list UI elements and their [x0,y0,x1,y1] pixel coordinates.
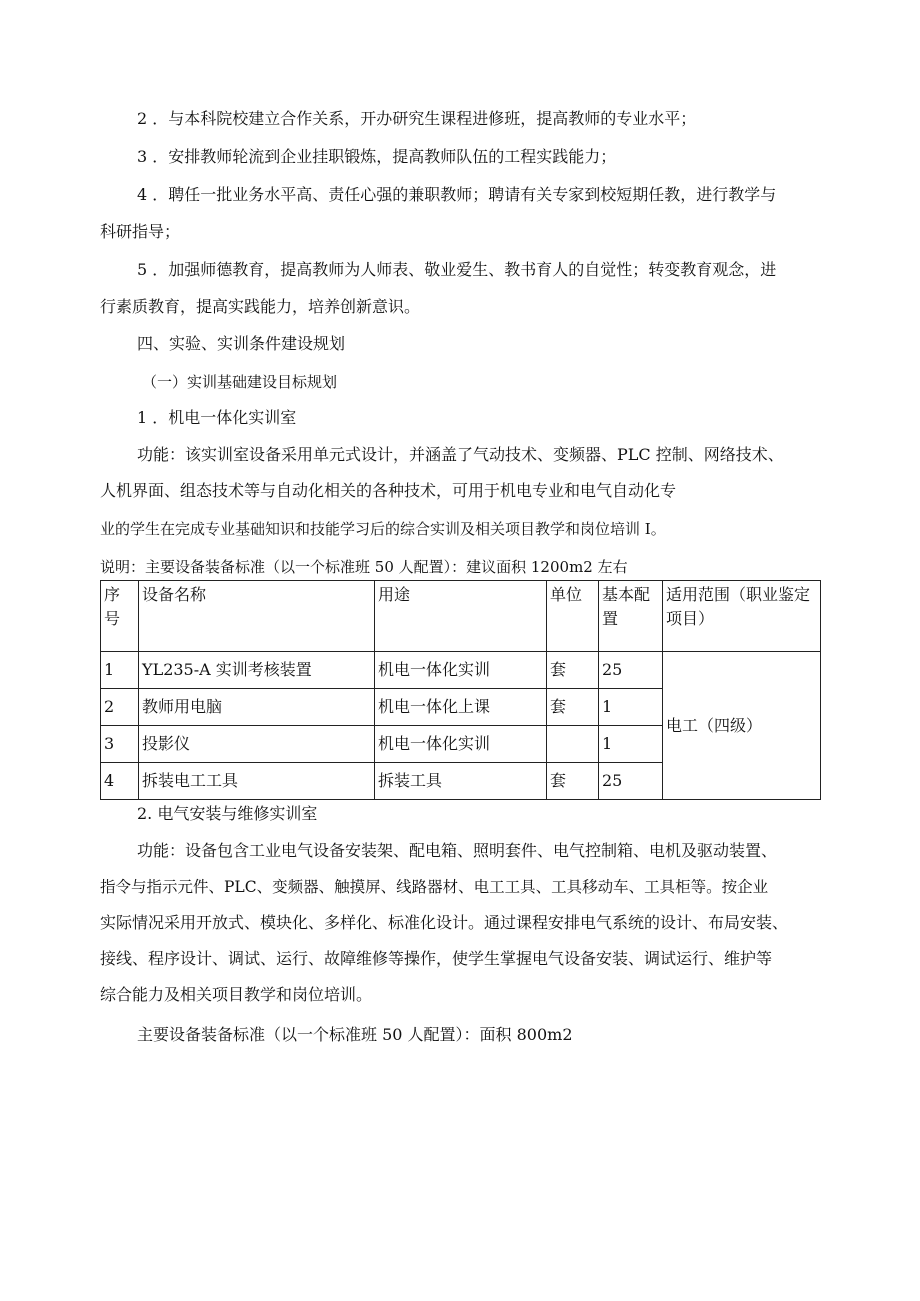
lab2-standard: 主要设备装备标准（以一个标准班 50 人配置）：面积 800m2 [137,1025,573,1044]
lab2-title: 2. 电气安装与维修实训室 [137,804,318,823]
lab2-function-line-5: 综合能力及相关项目教学和岗位培训。 [100,985,373,1004]
lab2-function-line-1: 功能：设备包含工业电气设备安装架、配电箱、照明套件、电气控制箱、电机及驱动装置、 [137,841,778,860]
lab1-function-line-3: 业的学生在完成专业基础知识和技能学习后的综合实训及相关项目教学和岗位培训 I。 [100,520,666,538]
lab2-function-line-3: 实际情况采用开放式、模块化、多样化、标准化设计。通过课程安排电气系统的设计、布局安装、 [100,913,789,932]
lab1-note: 说明：主要设备装备标准（以一个标准班 50 人配置）：建议面积 1200m2 左右 [100,558,628,576]
cell-scope: 电工（四级） [663,652,821,800]
cell-seq: 4 [101,763,139,800]
cell-qty: 25 [599,763,663,800]
cell-name: 投影仪 [139,726,375,763]
cell-use: 机电一体化上课 [375,689,547,726]
cell-name: 教师用电脑 [139,689,375,726]
paragraph-item-4-line-1: 4 ．聘任一批业务水平高、责任心强的兼职教师；聘请有关专家到校短期任教，进行教学与 [137,185,777,204]
header-name: 设备名称 [139,581,375,652]
cell-seq: 3 [101,726,139,763]
cell-use: 拆装工具 [375,763,547,800]
cell-seq: 1 [101,652,139,689]
section-heading: 四、实验、实训条件建设规划 [137,334,346,353]
cell-unit: 套 [547,689,599,726]
cell-unit: 套 [547,652,599,689]
header-seq: 序号 [101,581,139,652]
header-use: 用途 [375,581,547,652]
lab2-function-line-4: 接线、程序设计、调试、运行、故障维修等操作，使学生掌握电气设备安装、调试运行、维护等 [100,949,773,968]
cell-unit: 套 [547,763,599,800]
paragraph-item-2: 2 ．与本科院校建立合作关系，开办研究生课程进修班，提高教师的专业水平； [137,109,697,128]
lab1-title: 1 ．机电一体化实训室 [137,408,297,427]
cell-seq: 2 [101,689,139,726]
lab1-function-line-1: 功能：该实训室设备采用单元式设计，并涵盖了气动技术、变频器、PLC 控制、网络技术、 [137,445,784,464]
cell-use: 机电一体化实训 [375,652,547,689]
cell-qty: 1 [599,726,663,763]
header-qty: 基本配置 [599,581,663,652]
table-row [101,652,821,689]
section-subheading: （一）实训基础建设目标规划 [142,373,338,391]
equipment-table [100,580,821,800]
cell-qty: 1 [599,689,663,726]
cell-name: 拆装电工工具 [139,763,375,800]
cell-name: YL235-A 实训考核装置 [139,652,375,689]
lab2-function-line-2: 指令与指示元件、PLC、变频器、触摸屏、线路器材、电工工具、工具移动车、工具柜等。按企业 [100,878,769,896]
cell-unit [547,726,599,763]
table-header-row [101,581,821,652]
paragraph-item-5-line-2: 行素质教育，提高实践能力，培养创新意识。 [100,297,421,316]
paragraph-item-5-line-1: 5 ．加强师德教育，提高教师为人师表、敬业爱生、教书育人的自觉性；转变教育观念，进 [137,260,777,279]
header-unit: 单位 [547,581,599,652]
header-scope: 适用范围（职业鉴定项目） [663,581,821,652]
paragraph-item-4-line-2: 科研指导； [100,222,181,241]
paragraph-item-3: 3 ．安排教师轮流到企业挂职锻炼，提高教师队伍的工程实践能力； [137,147,617,166]
lab1-function-line-2: 人机界面、组态技术等与自动化相关的各种技术，可用于机电专业和电气自动化专 [100,481,677,500]
cell-qty: 25 [599,652,663,689]
cell-use: 机电一体化实训 [375,726,547,763]
